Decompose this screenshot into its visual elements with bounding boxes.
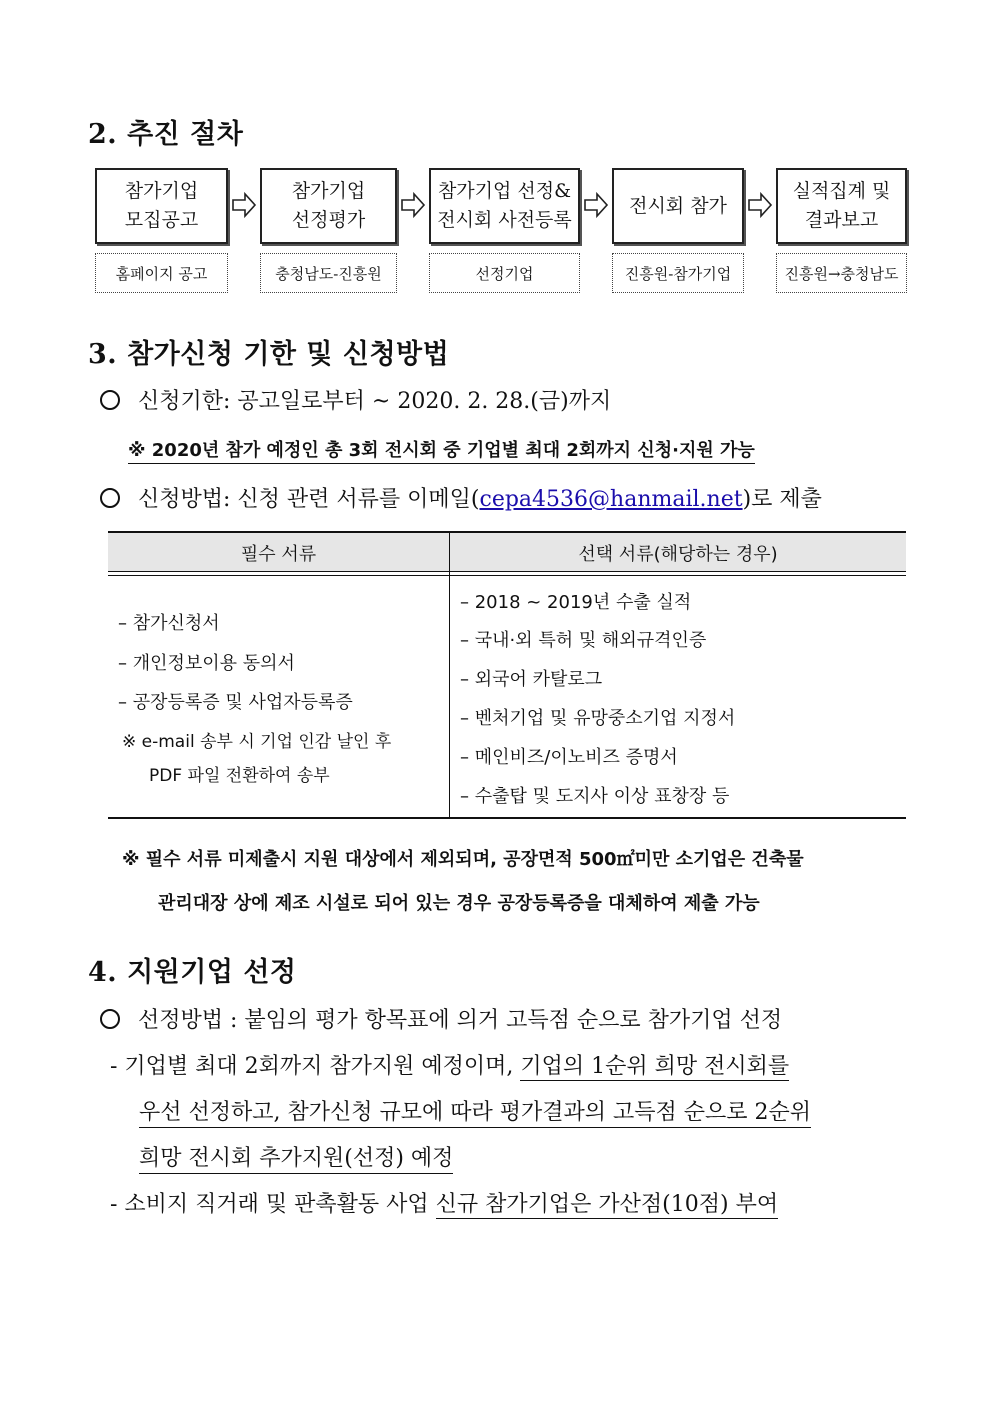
process-step-1: 참가기업 모집공고 — [95, 168, 228, 244]
section-2-heading: 2. 추진 절차 — [88, 119, 244, 150]
method-prefix: 신청방법: 신청 관련 서류를 이메일( — [138, 487, 480, 512]
email-link[interactable]: cepa4536@hanmail.net — [479, 487, 743, 512]
optional-item: – 수출탑 및 도지사 이상 표창장 등 — [460, 786, 730, 807]
required-item: – 참가신청서 — [118, 613, 220, 634]
deadline-text: 신청기한: 공고일로부터 ~ 2020. 2. 28.(금)까지 — [138, 389, 612, 414]
circle-bullet-icon — [100, 1009, 120, 1029]
process-actor-3: 선정기업 — [429, 253, 580, 293]
selection-bullet-2 — [110, 1187, 778, 1218]
selection-bullet-1 — [110, 1049, 789, 1080]
process-step-3: 참가기업 선정& 전시회 사전등록 — [429, 168, 580, 244]
method-line — [100, 482, 822, 513]
bullet-2-text: - 소비지 직거래 및 판촉활동 사업 — [110, 1192, 436, 1217]
participation-limit-note: ※ 2020년 참가 예정인 총 3회 전시회 중 기업별 최대 2회까지 신청·지원 가능 — [128, 436, 755, 464]
selection-method-text: 선정방법 : 붙임의 평가 항목표에 의거 고득점 순으로 참가기업 선정 — [138, 1008, 783, 1033]
required-item: – 개인정보이용 동의서 — [118, 653, 295, 674]
deadline-line — [100, 384, 611, 415]
circle-bullet-icon — [100, 488, 120, 508]
process-actor-1: 홈페이지 공고 — [95, 253, 228, 293]
process-step-5: 실적집계 및 결과보고 — [776, 168, 907, 244]
process-step-4: 전시회 참가 — [612, 168, 744, 244]
required-note-continued: PDF 파일 전환하여 송부 — [149, 766, 330, 786]
circle-bullet-icon — [100, 390, 120, 410]
process-actor-2: 충청남도-진흥원 — [260, 253, 397, 293]
col-header-required: 필수 서류 — [240, 544, 317, 565]
optional-item: – 벤처기업 및 유망중소기업 지정서 — [460, 708, 736, 729]
missing-documents-note-continued: 관리대장 상에 제조 시설로 되어 있는 경우 공장등록증을 대체하여 제출 가능 — [158, 893, 760, 914]
process-actor-4: 진흥원-참가기업 — [612, 253, 744, 293]
required-item: – 공장등록증 및 사업자등록증 — [118, 692, 353, 713]
optional-item: – 2018 ~ 2019년 수출 실적 — [460, 592, 692, 613]
process-step-2: 참가기업 선정평가 — [260, 168, 397, 244]
documents-table — [108, 531, 906, 821]
selection-method-line — [100, 1003, 782, 1034]
bullet-1-line-2: 우선 선정하고, 참가신청 규모에 따라 평가결과의 고득점 순으로 2순위 — [139, 1095, 811, 1128]
bullet-1-underlined: 기업의 1순위 희망 전시회를 — [520, 1054, 790, 1079]
right-arrow-icon — [400, 191, 426, 219]
right-arrow-icon — [747, 191, 773, 219]
right-arrow-icon — [231, 191, 257, 219]
required-note: ※ e-mail 송부 시 기업 인감 날인 후 — [122, 732, 392, 752]
section-4-heading: 4. 지원기업 선정 — [88, 957, 297, 988]
section-3-heading: 3. 참가신청 기한 및 신청방법 — [88, 339, 450, 370]
col-header-optional: 선택 서류(해당하는 경우) — [578, 544, 778, 565]
bullet-1-line-3: 희망 전시회 추가지원(선정) 예정 — [139, 1141, 453, 1174]
missing-documents-note: ※ 필수 서류 미제출시 지원 대상에서 제외되며, 공장면적 500㎡미만 소기업은 건축물 — [122, 849, 804, 870]
optional-item: – 국내·외 특허 및 해외규격인증 — [460, 630, 707, 651]
optional-item: – 외국어 카탈로그 — [460, 669, 603, 690]
right-arrow-icon — [583, 191, 609, 219]
optional-item: – 메인비즈/이노비즈 증명서 — [460, 747, 678, 768]
process-actor-5: 진흥원→충청남도 — [776, 253, 907, 293]
method-suffix: )로 제출 — [742, 487, 822, 512]
bullet-1-text: - 기업별 최대 2회까지 참가지원 예정이며, — [110, 1054, 521, 1079]
bullet-2-underlined: 신규 참가기업은 가산점(10점) 부여 — [435, 1192, 779, 1217]
